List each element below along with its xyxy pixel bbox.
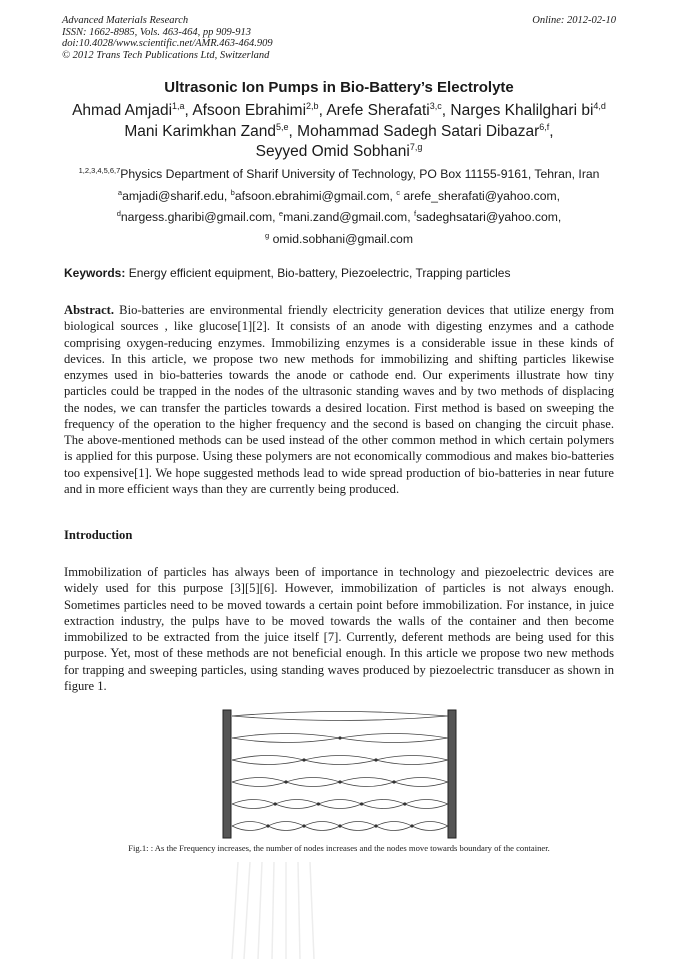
email: mani.zand@gmail.com, bbox=[283, 210, 414, 224]
online-date: Online: 2012-02-10 bbox=[532, 15, 616, 26]
email: sadeghsatari@yahoo.com, bbox=[416, 210, 562, 224]
journal-issn: ISSN: 1662-8985, Vols. 463-464, pp 909-913 bbox=[62, 26, 251, 38]
author-list bbox=[40, 101, 638, 163]
email-line: $^a$amjadi@sharif.edu, $^b$afsoon.ebrahimi@gmail.com, $^c$ arefe_sherafati@yahoo.com, bbox=[117, 187, 561, 203]
standing-wave-envelope bbox=[232, 756, 448, 761]
email: afsoon.ebrahimi@gmail.com, bbox=[234, 188, 397, 203]
trapped-particle-node bbox=[284, 780, 287, 783]
paper-title: Ultrasonic Ion Pumps in Bio-Battery’s Electrolyte bbox=[164, 79, 514, 96]
trapped-particle-node bbox=[410, 824, 413, 827]
author: Ahmad Amjadi$^{1,a}$, bbox=[72, 100, 193, 119]
journal-name: Advanced Materials Research bbox=[62, 15, 189, 26]
introduction-text: Immobilization of particles has always been of importance in technology and piezoelectric devices are widely used for this purpose [3][5][6]. However, immobilization of particles is not always enough. Sometimes particles need to be moved towards a certain point before immobilization. For instance, in juice extraction industry, the pulps have to be moved towards the walls of the container and then become immobilized to be extracted from the juice itself [7]. Currently, deferent methods are being used for this purpose. Yet, most of these methods are not beneficial enough. In this article we propose two new methods for trapping and sweeping particles, using standing waves produced by piezoelectric transducer as shown in figure 1. bbox=[64, 565, 614, 693]
trapped-particle-node bbox=[317, 802, 320, 805]
trapped-particle-node bbox=[338, 736, 341, 739]
journal-doi: doi:10.4028/www.scientific.net/AMR.463-464.909 bbox=[62, 38, 273, 49]
trapped-particle-node bbox=[360, 802, 363, 805]
keywords bbox=[64, 266, 624, 280]
trapped-particle-node bbox=[374, 824, 377, 827]
standing-wave-envelope bbox=[232, 716, 448, 721]
journal-header bbox=[62, 15, 616, 61]
trapped-particle-node bbox=[392, 780, 395, 783]
faint-watermark-lines bbox=[228, 862, 318, 959]
author: Arefe Sherafati$^{3,c}$, bbox=[326, 100, 451, 119]
abstract-text: Bio-batteries are environmental friendly electricity generation devices that utilize energy from biological sources , like glucose[1][2]. It consists of an anode with digesting enzymes and a cathode comprising oxygen-reducing enzymes. Immobilizing enzymes is a considerable issue in these kinds of devices. In this article, we propose two new methods for immobilizing and shifting particles likewise enzymes used in bio-batteries towards the anode or cathode end. Our experiments illustrate how tiny particles could be trapped in the nodes of the ultrasonic standing waves and by two methods of displacing the nodes, we can transfer the particles towards a desired location. First method is based on sweeping the frequency of the operation to the higher frequency and the second is based on changing the circuit phase. The above-mentioned methods can be used instead of the other common method in which certain polymers is applied for this purpose. Using these polymers are not economically commodious and makes bio-batteries too expensive[1]. We hope suggested methods lead to wide spread production of bio-batteries in near future and in more efficient ways than they are currently being produced. bbox=[64, 303, 614, 496]
affiliation: $^{1,2,3,4,5,6,7}$Physics Department of Sharif University of Technology, PO Box 11155-9161, Tehran, Iran bbox=[78, 165, 600, 181]
email: nargess.gharibi@gmail.com, bbox=[120, 210, 279, 224]
email-line: $^g$ omid.sobhani@gmail.com bbox=[265, 230, 413, 246]
email-line: $^d$nargess.gharibi@gmail.com, $^e$mani.zand@gmail.com, $^f$sadeghsatari@yahoo.com, bbox=[116, 208, 562, 224]
standing-wave-envelope bbox=[232, 804, 448, 809]
standing-wave-envelope bbox=[232, 712, 448, 717]
section-heading-introduction: Introduction bbox=[64, 528, 133, 542]
keywords-label: Keywords: bbox=[64, 266, 126, 280]
figure-caption: Fig.1: : As the Frequency increases, the number of nodes increases and the nodes move towards boundary of the container. bbox=[128, 843, 550, 853]
trapped-particle-node bbox=[302, 824, 305, 827]
trapped-particle-node bbox=[338, 780, 341, 783]
email: amjadi@sharif.edu, bbox=[122, 188, 231, 203]
trapped-particle-node bbox=[302, 758, 305, 761]
author: Narges Khalilghari bi$^{4,d}$ bbox=[450, 100, 606, 119]
wave-group bbox=[232, 712, 448, 831]
trapped-particle-node bbox=[403, 802, 406, 805]
author: Seyyed Omid Sobhani$^{7,g}$ bbox=[255, 141, 423, 160]
right-transducer-plate bbox=[448, 710, 456, 838]
author: Mohammad Sadegh Satari Dibazar$^{6,f}$, bbox=[297, 121, 554, 140]
keywords-text: Energy efficient equipment, Bio-battery, Piezoelectric, Trapping particles bbox=[125, 266, 511, 280]
trapped-particle-node bbox=[374, 758, 377, 761]
trapped-particle-node bbox=[338, 824, 341, 827]
abstract-label: Abstract. bbox=[64, 303, 115, 317]
trapped-particle-node bbox=[266, 824, 269, 827]
left-transducer-plate bbox=[223, 710, 231, 838]
abstract bbox=[64, 302, 614, 497]
journal-copyright: © 2012 Trans Tech Publications Ltd, Switzerland bbox=[62, 49, 270, 61]
author: Afsoon Ebrahimi$^{2,b}$, bbox=[192, 100, 327, 119]
affiliation-block bbox=[40, 164, 638, 250]
standing-wave-envelope bbox=[232, 800, 448, 805]
email: arefe_sherafati@yahoo.com, bbox=[400, 188, 561, 203]
standing-wave-envelope bbox=[232, 760, 448, 765]
email: omid.sobhani@gmail.com bbox=[269, 231, 413, 246]
trapped-particle-node bbox=[274, 802, 277, 805]
author: Mani Karimkhan Zand$^{5,e}$, bbox=[124, 121, 298, 140]
figure-standing-waves bbox=[220, 706, 460, 842]
